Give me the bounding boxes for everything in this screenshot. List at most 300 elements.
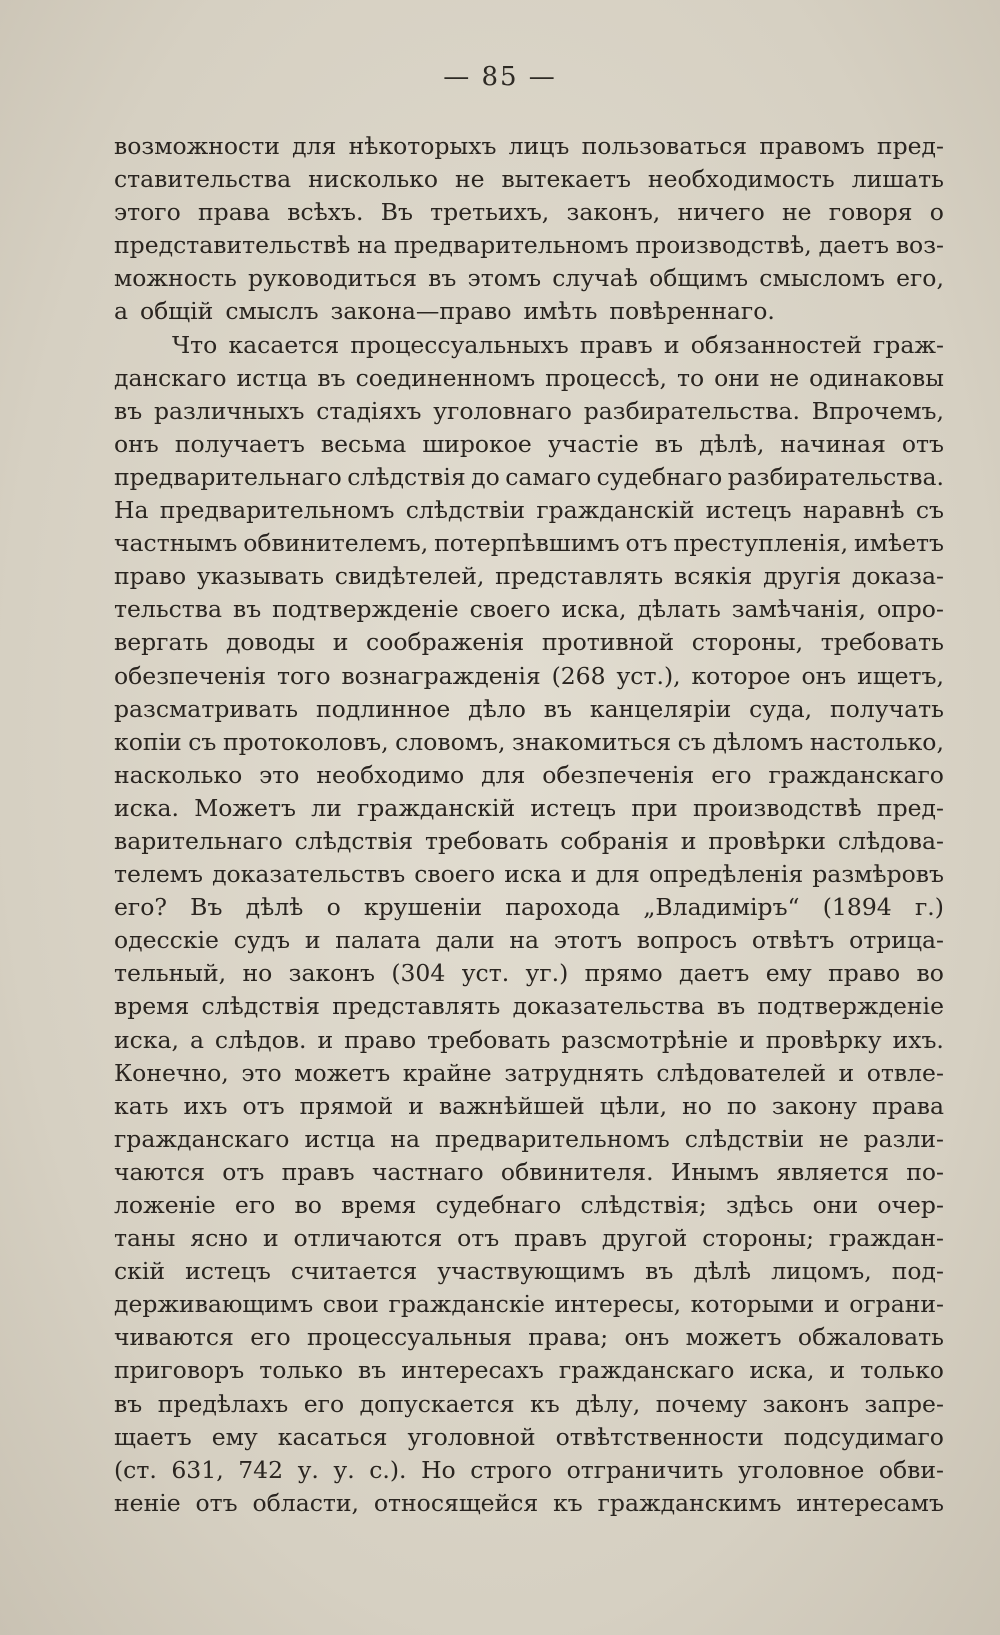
word: этотъ bbox=[553, 926, 623, 955]
word: до bbox=[471, 462, 500, 491]
word: потерпѣвшимъ bbox=[434, 529, 620, 558]
word: общимъ bbox=[649, 264, 749, 293]
word: закона—право bbox=[330, 297, 512, 326]
text-line bbox=[114, 295, 944, 328]
word: получаетъ bbox=[174, 429, 305, 458]
word: пред- bbox=[876, 793, 944, 822]
word: во bbox=[294, 1191, 322, 1219]
word: канцеляріи bbox=[589, 694, 732, 723]
word: правъ bbox=[281, 1157, 355, 1186]
word: требовать bbox=[425, 826, 549, 855]
word: касается bbox=[228, 330, 340, 359]
word: доказательства bbox=[512, 992, 705, 1021]
word: палата bbox=[335, 926, 421, 955]
word: слѣдствія bbox=[201, 992, 321, 1021]
word: по bbox=[726, 1091, 757, 1120]
text-line bbox=[114, 1189, 944, 1222]
text-line bbox=[114, 362, 944, 395]
word: Впрочемъ, bbox=[811, 396, 944, 425]
word: очер- bbox=[877, 1191, 944, 1219]
text-line bbox=[114, 858, 944, 891]
word: только bbox=[860, 1356, 944, 1385]
word: которое bbox=[691, 661, 791, 690]
word: вергать bbox=[114, 628, 209, 657]
word: соединенномъ bbox=[355, 363, 536, 392]
word: дѣлѣ bbox=[245, 893, 304, 922]
word: уст. bbox=[461, 959, 510, 988]
word: частнымъ bbox=[114, 529, 238, 558]
text-line bbox=[114, 1354, 944, 1387]
word: воз- bbox=[895, 231, 944, 260]
word: они bbox=[812, 1191, 859, 1219]
word: затруднять bbox=[504, 1058, 644, 1087]
word: почему bbox=[655, 1389, 748, 1418]
word: с.). bbox=[369, 1455, 407, 1484]
word: которыми bbox=[690, 1290, 815, 1319]
word: цѣли, bbox=[599, 1091, 668, 1120]
word: слѣдствіи bbox=[684, 1124, 805, 1153]
text-line bbox=[114, 660, 944, 693]
word: (268 bbox=[551, 661, 606, 690]
word: отрица- bbox=[849, 926, 944, 955]
word: уголовнаго bbox=[433, 396, 572, 425]
word: его, bbox=[896, 264, 944, 293]
word: въ bbox=[717, 992, 746, 1021]
text-line bbox=[114, 461, 944, 494]
word: къ bbox=[553, 1488, 583, 1517]
word: указывать bbox=[196, 562, 324, 591]
word: обвинителемъ, bbox=[243, 529, 429, 558]
word: 742 bbox=[238, 1455, 284, 1484]
word: судебнаго bbox=[596, 462, 723, 491]
word: онъ bbox=[624, 1323, 670, 1352]
word: пред- bbox=[876, 132, 944, 160]
word: Въ bbox=[380, 198, 413, 227]
page-number: — 85 — bbox=[443, 62, 557, 92]
word: по- bbox=[906, 1157, 944, 1186]
word: гражданскіе bbox=[388, 1290, 545, 1319]
word: и bbox=[332, 628, 349, 657]
word: даетъ bbox=[679, 959, 750, 988]
word: о bbox=[326, 893, 341, 922]
word: обвинителя. bbox=[500, 1157, 654, 1186]
word: лицъ bbox=[508, 132, 570, 160]
word: имѣетъ bbox=[854, 529, 944, 558]
word: вопросъ bbox=[636, 926, 738, 955]
word: подсудимаго bbox=[783, 1422, 944, 1451]
word: его? bbox=[114, 893, 167, 922]
word: того bbox=[276, 661, 331, 690]
word: дѣломъ bbox=[712, 727, 804, 756]
text-line bbox=[114, 1222, 944, 1255]
text-line bbox=[114, 1487, 944, 1520]
word: представительствѣ bbox=[114, 231, 351, 260]
word: ихъ bbox=[183, 1091, 228, 1120]
word: важнѣйшей bbox=[438, 1091, 585, 1120]
word: но bbox=[242, 959, 273, 988]
word: доказательствъ bbox=[212, 860, 406, 889]
word: г.) bbox=[914, 893, 944, 922]
word: процессуальныхъ bbox=[350, 330, 569, 359]
word: съ bbox=[677, 727, 706, 756]
word: относящейся bbox=[373, 1488, 539, 1517]
word: отъ bbox=[242, 1091, 285, 1120]
word: скій bbox=[114, 1257, 166, 1286]
word: подлинное bbox=[315, 694, 451, 723]
word: подтвержденіе bbox=[757, 992, 944, 1021]
text-line bbox=[114, 891, 944, 924]
text-line bbox=[114, 626, 944, 659]
word: истецъ bbox=[705, 496, 792, 525]
word: свидѣтелей, bbox=[334, 562, 485, 591]
word: слѣдствія bbox=[294, 826, 414, 855]
text-line bbox=[114, 825, 944, 858]
word: копіи bbox=[114, 727, 182, 756]
word: интересы, bbox=[554, 1290, 682, 1319]
word: таны bbox=[114, 1224, 176, 1253]
word: стороны; bbox=[702, 1224, 815, 1253]
word: доказа- bbox=[851, 562, 944, 591]
word: отвле- bbox=[866, 1058, 944, 1087]
word: предварительномъ bbox=[393, 231, 629, 260]
word: въ bbox=[232, 595, 262, 624]
word: ищетъ, bbox=[857, 661, 944, 690]
word: въ bbox=[543, 694, 572, 723]
word: широкое bbox=[422, 429, 532, 458]
word: въ bbox=[428, 264, 457, 293]
word: и bbox=[570, 860, 587, 889]
word: вытекаетъ bbox=[501, 165, 631, 194]
word: этого bbox=[114, 198, 181, 227]
word: разбирательства. bbox=[583, 396, 800, 425]
word: онъ bbox=[114, 429, 159, 458]
word: отъ bbox=[457, 1224, 500, 1253]
word: Что bbox=[172, 330, 218, 359]
word: на bbox=[357, 231, 387, 260]
word: интересахъ bbox=[401, 1356, 544, 1385]
word: его bbox=[711, 760, 752, 789]
word: крушеніи bbox=[363, 893, 483, 922]
word: ему bbox=[211, 1422, 258, 1451]
word: не bbox=[819, 1124, 849, 1153]
text-line bbox=[114, 329, 944, 362]
word: запре- bbox=[864, 1389, 944, 1418]
word: а bbox=[114, 297, 129, 326]
word: предѣлахъ bbox=[157, 1389, 289, 1418]
word: иска bbox=[504, 860, 562, 889]
word: возможности bbox=[114, 132, 280, 160]
text-line bbox=[114, 792, 944, 825]
word: преступленія, bbox=[673, 529, 849, 558]
word: производствѣ, bbox=[635, 231, 812, 260]
word: частнаго bbox=[371, 1157, 484, 1186]
word: можность bbox=[114, 264, 237, 293]
word: прямо bbox=[584, 959, 663, 988]
word: касаться bbox=[277, 1422, 388, 1451]
word: дѣло bbox=[468, 694, 526, 723]
word: весьма bbox=[320, 429, 407, 458]
word: это bbox=[241, 1058, 282, 1087]
word: дали bbox=[435, 926, 495, 955]
word: обезпеченія bbox=[114, 661, 267, 690]
word: и bbox=[317, 1025, 334, 1054]
word: процессуальныя bbox=[306, 1323, 512, 1352]
word: въ bbox=[114, 396, 143, 425]
word: иска. bbox=[114, 793, 179, 822]
word: случаѣ bbox=[552, 264, 638, 293]
word: истца bbox=[236, 363, 308, 392]
word: телемъ bbox=[114, 860, 203, 889]
text-line bbox=[114, 130, 944, 163]
word: дѣлѣ bbox=[693, 1257, 752, 1286]
word: его bbox=[234, 1191, 276, 1219]
word: съ bbox=[188, 727, 217, 756]
word: судъ bbox=[233, 926, 291, 955]
word: на bbox=[390, 1124, 421, 1153]
word: и bbox=[262, 1224, 279, 1253]
word: для bbox=[595, 860, 640, 889]
text-line bbox=[114, 527, 944, 560]
word: на bbox=[509, 926, 540, 955]
word: разсматривать bbox=[114, 694, 299, 723]
text-line bbox=[114, 957, 944, 990]
word: въ bbox=[114, 1389, 143, 1418]
word: предварительнаго bbox=[114, 462, 342, 491]
word: и bbox=[829, 1356, 846, 1385]
text-line bbox=[114, 229, 944, 262]
word: „Владиміръ“ bbox=[643, 893, 800, 922]
word: требовать bbox=[427, 1025, 551, 1054]
word: гражданскаго bbox=[558, 1356, 735, 1385]
word: правъ bbox=[579, 330, 653, 359]
text-line bbox=[114, 395, 944, 428]
word: права; bbox=[528, 1323, 609, 1352]
word: различныхъ bbox=[153, 396, 305, 425]
word: неніе bbox=[114, 1488, 181, 1517]
word: уголовной bbox=[407, 1422, 536, 1451]
word: право bbox=[828, 959, 901, 988]
word: 631, bbox=[171, 1455, 224, 1484]
word: отъ bbox=[222, 1157, 265, 1186]
word: говоря bbox=[828, 198, 913, 227]
word: и bbox=[823, 1290, 840, 1319]
word: отграничить bbox=[566, 1455, 724, 1484]
word: (ст. bbox=[114, 1455, 157, 1484]
word: свои bbox=[322, 1290, 379, 1319]
word: не bbox=[454, 165, 485, 194]
text-line bbox=[114, 494, 944, 527]
word: граж- bbox=[873, 330, 944, 359]
word: права bbox=[872, 1091, 944, 1120]
word: своего bbox=[469, 595, 551, 624]
word: (304 bbox=[391, 959, 446, 988]
word: под- bbox=[891, 1257, 944, 1286]
word: Инымъ bbox=[670, 1157, 759, 1186]
word: не bbox=[769, 363, 800, 392]
word: держивающимъ bbox=[114, 1290, 314, 1319]
word: ничего bbox=[677, 198, 765, 227]
word: уголовное bbox=[737, 1455, 865, 1484]
word: размѣровъ bbox=[812, 860, 944, 889]
word: смысломъ bbox=[759, 264, 885, 293]
word: иска, bbox=[561, 595, 627, 624]
word: дѣлѣ, bbox=[699, 429, 765, 458]
word: слѣдова- bbox=[837, 826, 944, 855]
word: уг.) bbox=[525, 959, 569, 988]
word: стороны, bbox=[691, 628, 804, 657]
word: замѣчанія, bbox=[731, 595, 867, 624]
word: въ bbox=[358, 1356, 387, 1385]
word: для bbox=[292, 132, 337, 160]
word: считается bbox=[290, 1257, 418, 1286]
word: то bbox=[677, 363, 705, 392]
word: опро- bbox=[876, 595, 944, 624]
word: является bbox=[776, 1157, 889, 1186]
word: собранія bbox=[560, 826, 669, 855]
text-line bbox=[114, 1057, 944, 1090]
word: съ bbox=[915, 496, 944, 525]
word: другой bbox=[601, 1224, 688, 1253]
word: представлять bbox=[495, 562, 664, 591]
word: у. bbox=[333, 1455, 355, 1484]
word: ставительства bbox=[114, 165, 292, 194]
word: данскаго bbox=[114, 363, 227, 392]
word: это bbox=[259, 760, 300, 789]
word: закону bbox=[771, 1091, 857, 1120]
word: нѣкоторыхъ bbox=[348, 132, 497, 160]
word: въ bbox=[317, 363, 346, 392]
word: гражданскимъ bbox=[597, 1488, 782, 1517]
word: всѣхъ. bbox=[287, 198, 364, 227]
word: разли- bbox=[863, 1124, 944, 1153]
word: представлять bbox=[332, 992, 501, 1021]
text-line bbox=[114, 1321, 944, 1354]
word: отличаются bbox=[293, 1224, 443, 1253]
word: ясно bbox=[190, 1224, 249, 1253]
word: правъ bbox=[514, 1224, 587, 1253]
word: иска, bbox=[749, 1356, 815, 1385]
word: при bbox=[631, 793, 678, 822]
word: пользоваться bbox=[581, 132, 748, 160]
text-line bbox=[114, 1156, 944, 1189]
word: смыслъ bbox=[225, 297, 319, 326]
word: настолько, bbox=[809, 727, 944, 756]
word: не bbox=[781, 198, 812, 227]
word: гражданскаго bbox=[114, 1124, 290, 1153]
word: разбирательства. bbox=[727, 462, 944, 491]
word: чиваются bbox=[114, 1323, 234, 1352]
word: время bbox=[114, 992, 190, 1021]
word: и bbox=[739, 1025, 755, 1054]
word: у. bbox=[297, 1455, 319, 1484]
word: и bbox=[663, 330, 680, 359]
word: и bbox=[680, 826, 697, 855]
word: они bbox=[714, 363, 760, 392]
word: слѣдствіи bbox=[405, 496, 526, 525]
word: ихъ. bbox=[892, 1025, 944, 1054]
word: законъ bbox=[762, 1389, 849, 1418]
word: протоколовъ, bbox=[222, 727, 389, 756]
word: отъ bbox=[625, 529, 668, 558]
word: процессѣ, bbox=[545, 363, 668, 392]
word: провѣрки bbox=[708, 826, 826, 855]
word: всякія bbox=[674, 562, 753, 591]
text-line bbox=[114, 924, 944, 957]
text-line bbox=[114, 990, 944, 1023]
word: гражданскій bbox=[356, 793, 516, 822]
text-line bbox=[114, 1255, 944, 1288]
word: словомъ, bbox=[395, 727, 506, 756]
text-line bbox=[114, 1024, 944, 1057]
word: даетъ bbox=[818, 231, 889, 260]
word: (1894 bbox=[822, 893, 892, 922]
word: время bbox=[341, 1191, 417, 1219]
word: разсмотрѣніе bbox=[561, 1025, 729, 1054]
word: тельства bbox=[114, 595, 223, 624]
text-line bbox=[114, 1090, 944, 1123]
word: вознагражденія bbox=[341, 661, 541, 690]
word: истецъ bbox=[185, 1257, 271, 1286]
word: о bbox=[929, 198, 944, 227]
word: обезпеченія bbox=[542, 760, 695, 789]
word: На bbox=[114, 496, 149, 525]
word: получать bbox=[830, 694, 944, 723]
word: лицомъ, bbox=[771, 1257, 872, 1286]
word: обязанностей bbox=[690, 330, 862, 359]
word: можетъ bbox=[294, 1058, 391, 1087]
word: права bbox=[198, 198, 270, 227]
word: доводы bbox=[225, 628, 316, 657]
word: своего bbox=[414, 860, 496, 889]
word: участвующимъ bbox=[437, 1257, 626, 1286]
word: здѣсь bbox=[726, 1191, 794, 1219]
word: соображенія bbox=[366, 628, 525, 657]
word: и bbox=[838, 1058, 855, 1087]
text-line bbox=[114, 1123, 944, 1156]
word: отъ bbox=[195, 1488, 238, 1517]
word: стадіяхъ bbox=[316, 396, 422, 425]
word: повѣреннаго. bbox=[609, 297, 775, 326]
text-line bbox=[114, 1454, 944, 1487]
text-line bbox=[114, 693, 944, 726]
word: руководиться bbox=[248, 264, 417, 293]
word: слѣдователей bbox=[656, 1058, 826, 1087]
word: право bbox=[344, 1025, 417, 1054]
word: строго bbox=[470, 1455, 553, 1484]
word: слѣдов. bbox=[214, 1025, 307, 1054]
word: онъ bbox=[801, 661, 847, 690]
word: одинаковы bbox=[809, 363, 944, 392]
word: интересамъ bbox=[796, 1488, 944, 1517]
word: можетъ bbox=[685, 1323, 782, 1352]
word: гражданскій bbox=[536, 496, 695, 525]
word: предварительномъ bbox=[159, 496, 395, 525]
word: начиная bbox=[780, 429, 886, 458]
word: ложеніе bbox=[114, 1191, 216, 1219]
word: правомъ bbox=[759, 132, 865, 160]
word: нисколько bbox=[308, 165, 438, 194]
word: отъ bbox=[901, 429, 944, 458]
word: прямой bbox=[299, 1091, 394, 1120]
word: требовать bbox=[820, 628, 944, 657]
word: въ bbox=[645, 1257, 674, 1286]
text-line bbox=[114, 1421, 944, 1454]
text-line bbox=[114, 593, 944, 626]
word: Въ bbox=[190, 893, 223, 922]
text-line bbox=[114, 759, 944, 792]
body-text bbox=[114, 130, 944, 1520]
word: знакомиться bbox=[512, 727, 672, 756]
